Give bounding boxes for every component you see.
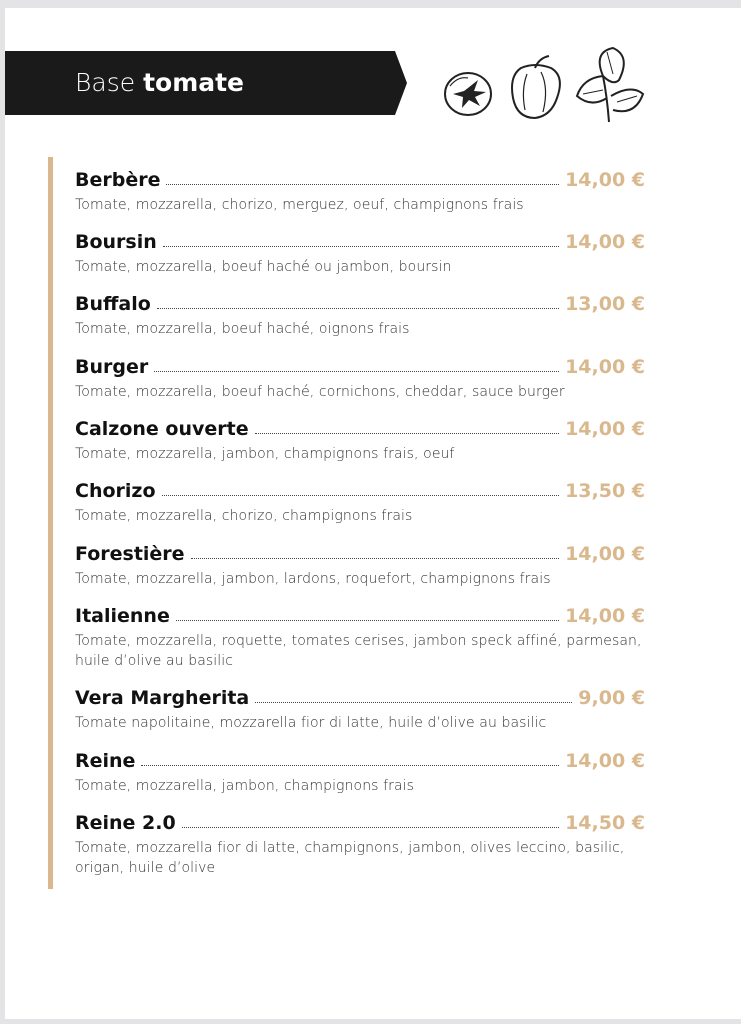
- menu-item: [75, 290, 645, 339]
- menu-item: [75, 602, 645, 671]
- accent-bar: [48, 157, 53, 889]
- item-name: Vera Margherita: [75, 687, 250, 709]
- item-name: Berbère: [75, 169, 161, 191]
- item-name: Forestière: [75, 543, 185, 565]
- item-description: Tomate napolitaine, mozzarella fior di latte, huile d’olive au basilic: [75, 715, 547, 731]
- item-name: Reine 2.0: [75, 812, 176, 834]
- bell-pepper-icon: [505, 54, 567, 122]
- dotted-leader: [162, 494, 560, 496]
- item-description: Tomate, mozzarella, chorizo, merguez, oeuf, champignons frais: [75, 197, 524, 213]
- item-price: 14,00 €: [565, 750, 645, 772]
- section-title-bold: tomate: [143, 68, 245, 97]
- dotted-leader: [157, 307, 559, 309]
- item-description: Tomate, mozzarella, boeuf haché ou jambon, boursin: [75, 259, 452, 275]
- section-title-light: Base: [75, 68, 136, 97]
- item-name: Calzone ouverte: [75, 418, 249, 440]
- item-price: 13,00 €: [565, 293, 645, 315]
- item-description: Tomate, mozzarella, boeuf haché, cornichons, cheddar, sauce burger: [75, 384, 565, 400]
- tomato-icon: [440, 64, 496, 120]
- item-price: 14,50 €: [565, 812, 645, 834]
- menu-item: [75, 415, 645, 464]
- item-price: 9,00 €: [578, 687, 645, 709]
- section-banner: [5, 51, 407, 115]
- item-name: Boursin: [75, 231, 157, 253]
- item-name: Burger: [75, 356, 149, 378]
- menu-item: [75, 477, 645, 526]
- dotted-leader: [255, 432, 559, 434]
- menu-item: [75, 684, 645, 733]
- dotted-leader: [154, 370, 559, 372]
- menu-item: [75, 809, 645, 878]
- item-name: Chorizo: [75, 480, 156, 502]
- menu-item: [75, 747, 645, 796]
- item-price: 14,00 €: [565, 356, 645, 378]
- item-description: Tomate, mozzarella, roquette, tomates cerises, jambon speck affiné, parmesan, huile d’olive au basilic: [75, 633, 642, 669]
- item-name: Buffalo: [75, 293, 151, 315]
- menu-item: [75, 353, 645, 402]
- menu-page: [5, 8, 741, 1019]
- dotted-leader: [166, 183, 559, 185]
- dotted-leader: [255, 701, 572, 703]
- item-price: 14,00 €: [565, 543, 645, 565]
- item-description: Tomate, mozzarella fior di latte, champignons, jambon, olives leccino, basilic, origan, huile d’olive: [75, 840, 625, 876]
- item-description: Tomate, mozzarella, boeuf haché, oignons frais: [75, 321, 410, 337]
- item-name: Reine: [75, 750, 136, 772]
- dotted-leader: [191, 557, 559, 559]
- dotted-leader: [176, 619, 559, 621]
- item-description: Tomate, mozzarella, jambon, champignons frais: [75, 778, 415, 794]
- item-price: 14,00 €: [565, 231, 645, 253]
- item-price: 14,00 €: [565, 605, 645, 627]
- dotted-leader: [182, 826, 559, 828]
- basil-leaves-icon: [573, 46, 645, 124]
- item-price: 14,00 €: [565, 418, 645, 440]
- item-description: Tomate, mozzarella, chorizo, champignons frais: [75, 508, 413, 524]
- dotted-leader: [163, 245, 559, 247]
- menu-item: [75, 166, 645, 215]
- item-name: Italienne: [75, 605, 170, 627]
- dotted-leader: [141, 764, 559, 766]
- menu-item: [75, 540, 645, 589]
- ingredient-illustrations: [435, 44, 645, 124]
- item-price: 14,00 €: [565, 169, 645, 191]
- item-price: 13,50 €: [565, 480, 645, 502]
- section-title: [75, 67, 244, 99]
- item-description: Tomate, mozzarella, jambon, lardons, roquefort, champignons frais: [75, 571, 551, 587]
- item-description: Tomate, mozzarella, jambon, champignons frais, oeuf: [75, 446, 455, 462]
- menu-item: [75, 228, 645, 277]
